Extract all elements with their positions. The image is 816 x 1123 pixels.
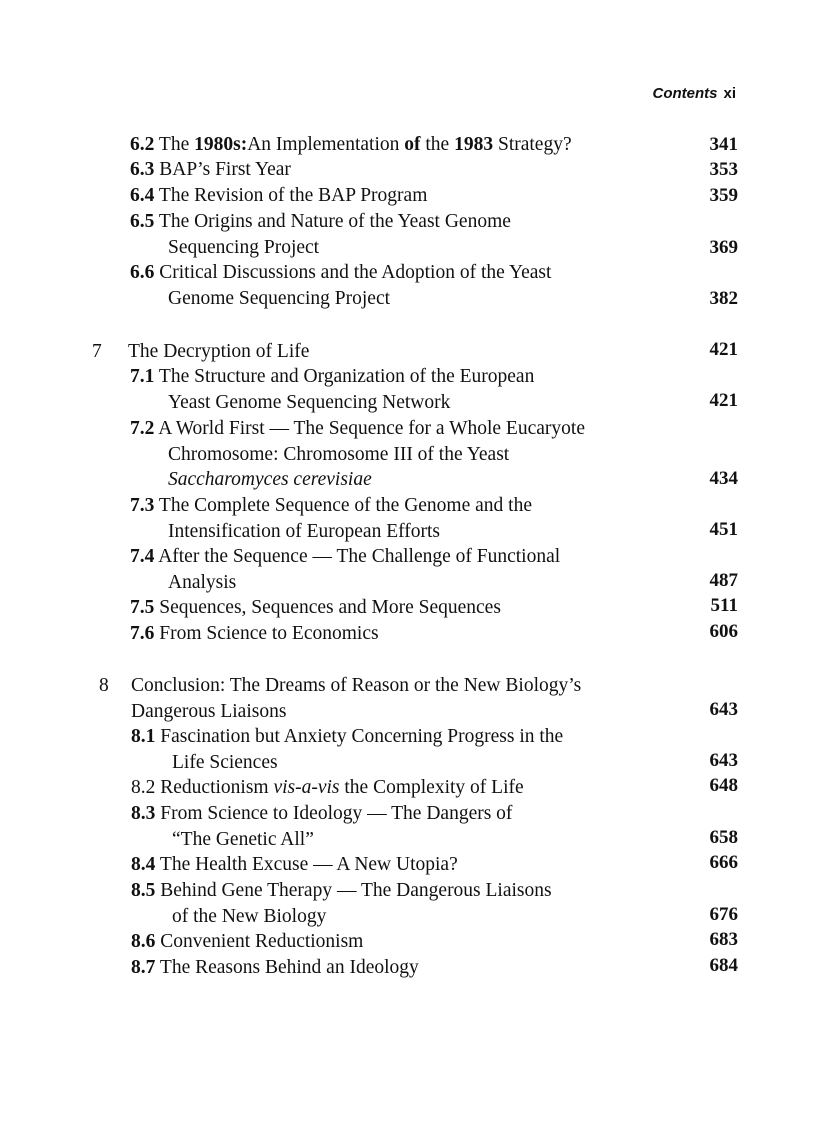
entry-title-part: of (404, 134, 421, 155)
entry-title: The Health Excuse — A New Utopia? (159, 854, 458, 875)
entry-title: Fascination but Anxiety Concerning Progress in the (160, 726, 564, 747)
section-number: 6.2 (130, 134, 155, 155)
chapter-number: 7 (92, 341, 102, 362)
entry-title-continuation: Saccharomyces cerevisiae (168, 469, 372, 490)
page-number: 369 (709, 237, 738, 258)
entry-title-part: An Implementation (247, 134, 405, 155)
toc-entry-8-4 (131, 853, 458, 877)
page-number: 382 (709, 288, 738, 309)
section-number: 7.4 (130, 546, 155, 567)
entry-title: The Reasons Behind an Ideology (159, 957, 419, 978)
entry-title: The Structure and Organization of the European (158, 366, 535, 387)
section-number: 8.6 (131, 931, 156, 952)
entry-title-continuation: Analysis (168, 572, 237, 593)
page-number: 684 (709, 955, 738, 976)
toc-entry-7-6 (130, 622, 379, 646)
page-number: 643 (709, 699, 738, 720)
page-number: 676 (709, 904, 738, 925)
entry-title-continuation: Yeast Genome Sequencing Network (168, 392, 451, 413)
page-number: 606 (709, 621, 738, 642)
entry-title-continuation: Chromosome: Chromosome III of the Yeast (168, 444, 510, 465)
section-number: 8.5 (131, 880, 156, 901)
toc-entry-8-1 (131, 725, 563, 749)
entry-title-continuation: Life Sciences (172, 752, 278, 773)
toc-entry-7-3 (130, 494, 532, 518)
section-number: 7.6 (130, 623, 155, 644)
toc-entry-7-2 (130, 417, 585, 441)
entry-title-part: The (158, 134, 195, 155)
entry-title: From Science to Ideology — The Dangers of (160, 803, 513, 824)
page-number: 666 (709, 852, 738, 873)
section-number: 7.3 (130, 495, 155, 516)
chapter-number: 8 (99, 675, 109, 696)
entry-title-part: 1980s: (194, 134, 248, 155)
entry-title: From Science to Economics (159, 623, 379, 644)
toc-entry-6-4 (130, 184, 427, 208)
toc-entry-6-5 (130, 210, 511, 234)
entry-title-part: vis-a-vis (273, 777, 340, 798)
section-number: 7.2 (130, 418, 155, 439)
chapter-title: Conclusion: The Dreams of Reason or the New Biology’s (131, 675, 582, 696)
section-number: 8.7 (131, 957, 156, 978)
entry-title-continuation: Sequencing Project (168, 237, 320, 258)
header-label: Contents (652, 85, 718, 102)
entry-title: BAP’s First Year (159, 159, 291, 180)
page-number: 648 (709, 775, 738, 796)
chapter-title: The Decryption of Life (128, 341, 310, 362)
section-number: 7.5 (130, 597, 155, 618)
section-number: 6.4 (130, 185, 155, 206)
toc-entry-8-6 (131, 930, 363, 954)
entry-title-part: Reductionism (160, 777, 274, 798)
toc-entry-6-6 (130, 261, 551, 285)
entry-title: A World First — The Sequence for a Whole Eucaryote (158, 418, 585, 439)
page-number: 643 (709, 750, 738, 771)
section-number: 6.6 (130, 262, 155, 283)
page-number: 421 (709, 339, 738, 360)
entry-title-continuation: Intensification of European Efforts (168, 521, 441, 542)
entry-title: Behind Gene Therapy — The Dangerous Liaisons (160, 880, 552, 901)
toc-entry-7-1 (130, 365, 534, 389)
section-number: 8.1 (131, 726, 156, 747)
entry-title-part: the (420, 134, 455, 155)
entry-title: Critical Discussions and the Adoption of the Yeast (159, 262, 552, 283)
toc-entry-8-5 (131, 879, 552, 903)
page-number: 359 (709, 185, 738, 206)
page-number: 434 (709, 468, 738, 489)
entry-title-part: Strategy? (493, 134, 572, 155)
entry-title-continuation: “The Genetic All” (172, 829, 314, 850)
toc-entry-7-5 (130, 596, 501, 620)
section-number: 6.3 (130, 159, 155, 180)
entry-title: Sequences, Sequences and More Sequences (159, 597, 501, 618)
entry-title: After the Sequence — The Challenge of Functional (158, 546, 561, 567)
section-number: 8.2 (131, 777, 156, 798)
page-number: 511 (710, 595, 738, 616)
entry-title: The Complete Sequence of the Genome and the (158, 495, 532, 516)
entry-title-part: the Complexity of Life (339, 777, 524, 798)
toc-entry-6-2 (130, 133, 572, 157)
page-number: 683 (709, 929, 738, 950)
chapter-title-continuation: Dangerous Liaisons (131, 701, 287, 722)
section-number: 8.3 (131, 803, 156, 824)
toc-entry-6-3 (130, 158, 291, 182)
section-number: 6.5 (130, 211, 155, 232)
entry-title: Convenient Reductionism (160, 931, 364, 952)
running-header (652, 85, 736, 102)
toc-entry-8-2 (131, 776, 524, 800)
toc-entry-8-7 (131, 956, 419, 980)
section-number: 8.4 (131, 854, 156, 875)
toc-entry-7-4 (130, 545, 560, 569)
header-page-number: xi (723, 85, 736, 102)
section-number: 7.1 (130, 366, 155, 387)
page-number: 353 (709, 159, 738, 180)
entry-title-continuation: of the New Biology (172, 906, 327, 927)
entry-title-continuation: Genome Sequencing Project (168, 288, 391, 309)
entry-title: The Revision of the BAP Program (158, 185, 428, 206)
page-number: 658 (709, 827, 738, 848)
page-number: 487 (709, 570, 738, 591)
page-number: 451 (709, 519, 738, 540)
entry-title: The Origins and Nature of the Yeast Genome (158, 211, 511, 232)
page-number: 341 (709, 134, 738, 155)
toc-entry-8-3 (131, 802, 512, 826)
page-number: 421 (709, 390, 738, 411)
entry-title-part: 1983 (454, 134, 494, 155)
